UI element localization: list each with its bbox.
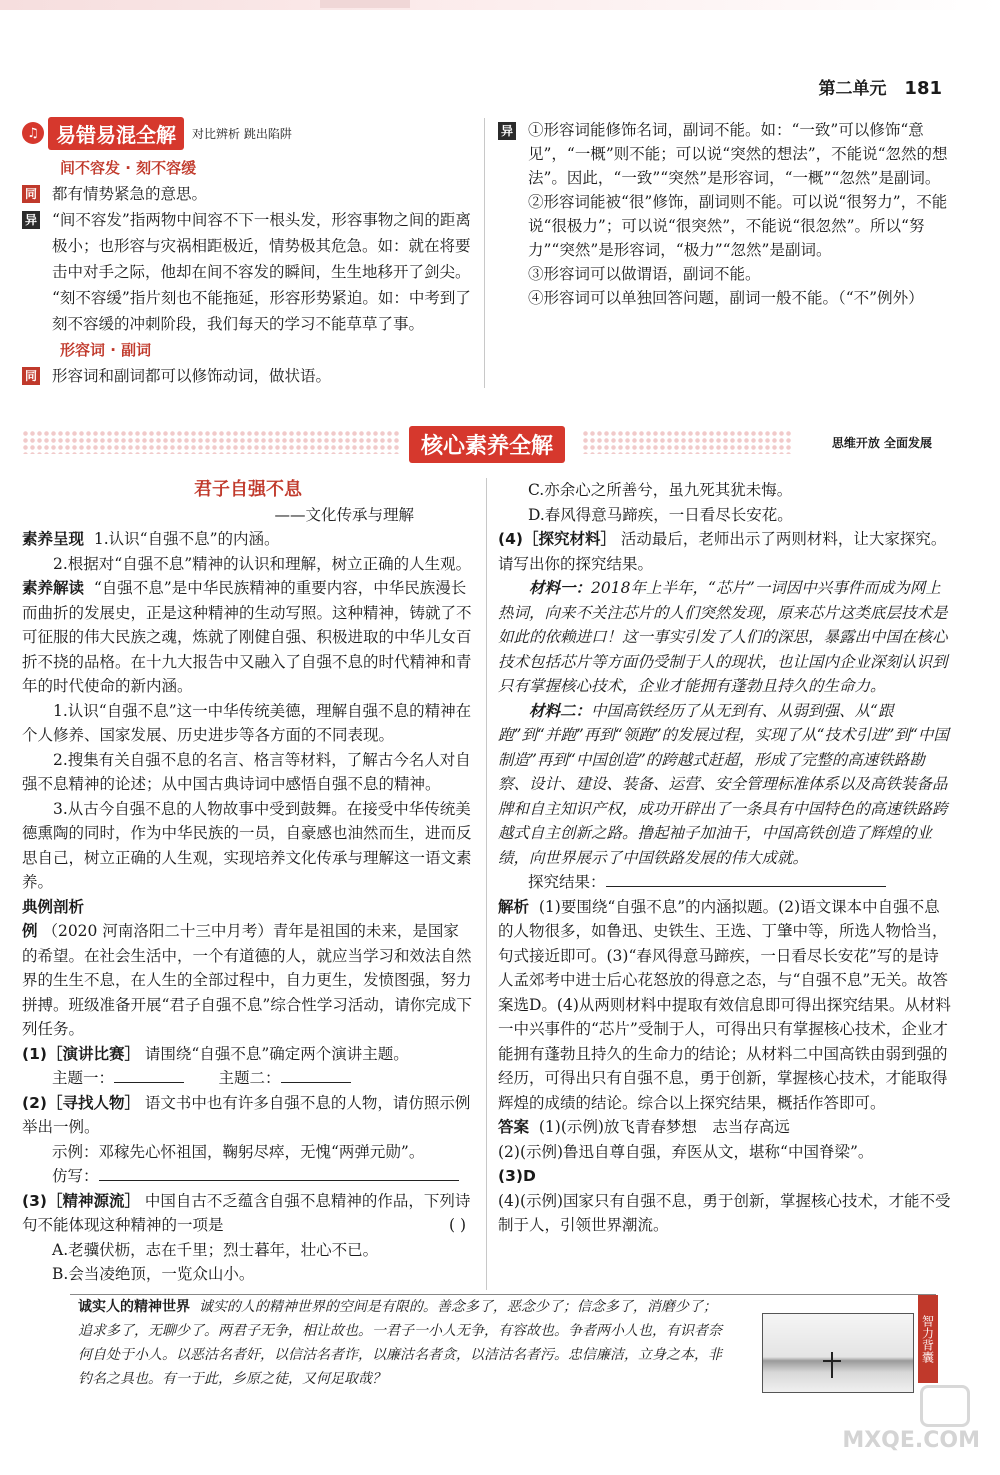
q1-row — [22, 1042, 474, 1067]
point-item: 2.搜集有关自强不息的名言、格言等材料，了解古今名人对自强不息精神的论述；从中国古典诗词中感悟自强不息的精神。 — [22, 750, 471, 793]
result-blank[interactable] — [606, 872, 886, 887]
confusion-banner — [22, 118, 292, 148]
present-row — [22, 527, 474, 552]
analysis-label: 解析 — [498, 897, 530, 916]
q2-row — [22, 1091, 474, 1140]
q4-label: (4)［探究材料］ — [498, 530, 616, 548]
topic-one-label: 主题一： — [52, 1069, 115, 1087]
article-right-column — [498, 478, 953, 1238]
q3-option: B.会当凌绝顶，一览众山小。 — [52, 1265, 255, 1283]
q4-row — [498, 527, 953, 576]
analysis-text: (1)要围绕“自强不息”的内涵拟题。(2)语文课本中自强不息的人物很多，如鲁迅、史铁生、王选、丁肇中等，所选人物恰当，句式接近即可。(3)“春风得意马蹄疾，一日看尽长安花”写的是诗人孟郊考中进士后心花怒放的得意之态，与“自强不息”无关。故答案选D。(4)从两则材料中提取有效信息即可得出探究结果。从材料一中兴事件的“芯片”受制于人，可得出只有掌握核心技术，企业才能拥有蓬勃且持久的生命力的结论；从材料二中国高铁由弱到强的经历，可得出只有自强不息，勇于创新，掌握核心技术，才能取得辉煌的成绩的结论。综合以上探究结果，概括作答即可。 — [498, 897, 951, 1112]
bottom-body: 诚实的人的精神世界的空间是有限的。善念多了，恶念少了；信念多了，消磨少了；追求多了，无聊少了。两君子无争，相让故也。一君子一小人无争，有容故也。争者两小人也，有识者奈何自处于小人。以恶沽名者奸，以信沽名者诈，以廉沽名者贪，以洁沽名者污。忠信廉洁，立身之本，非钓名之具也。有一于此，乡原之徒，又何足取哉？ — [78, 1299, 722, 1387]
same-text: 都有情势紧急的意思。 — [52, 185, 208, 203]
result-row — [498, 870, 953, 895]
material-one — [498, 576, 953, 699]
interp-text: “自强不息”是中华民族精神的重要内容，中华民族漫长而曲折的发展史，正是这种精神的生动写照。这种精神，铸就了不可征服的伟大民族之魂，炼就了刚健自强、积极进取的中华儿女百折不挠的品格。在十九大报告中又融入了自强不息的时代精神和青年的时代使命的新内涵。 — [22, 579, 472, 695]
example-row — [22, 919, 474, 1042]
diff-item: ③形容词可以做谓语，副词不能。 — [528, 265, 761, 283]
q3-row — [22, 1189, 474, 1238]
column-divider — [486, 478, 487, 1290]
present-item: 1.认识“自强不息”的内涵。 — [93, 530, 280, 548]
confusion-left — [22, 155, 480, 389]
point-item: 1.认识“自强不息”这一中华传统美德，理解自强不息的精神在个人修养、国家发展、历史进步等各方面的不同表现。 — [22, 701, 472, 744]
diff-text-2: “刻不容缓”指片刻也不能拖延，形容形势紧迫。如：中考到了刻不容缓的冲刺阶段，我们每天的学习不能草草了事。 — [52, 289, 471, 333]
topic-two-blank[interactable] — [281, 1068, 351, 1083]
q2-label: (2)［寻找人物］ — [22, 1093, 140, 1112]
q1-text: 请围绕“自强不息”确定两个演讲主题。 — [144, 1044, 409, 1063]
watermark-icon — [920, 1385, 970, 1427]
column-divider-top — [484, 118, 485, 388]
landscape-image — [762, 1313, 914, 1393]
q4-text: 活动最后，老师出示了两则材料，让大家探究。请写出你的探究结果。 — [498, 530, 947, 573]
material-two — [498, 699, 953, 871]
article-subtitle: ——文化传承与理解 — [274, 505, 414, 524]
present-label: 素养呈现 — [22, 530, 85, 548]
bottom-text — [78, 1295, 728, 1391]
diff-tag-2: 异 — [498, 122, 516, 140]
material-one-text: 2018年上半年，“芯片”一词因中兴事件而成为网上热词，向来不关注芯片的人们突然发现，原来芯片这类底层技术是如此的依赖进口！这一事实引发了人们的深思，暴露出中国在核心技术包括芯片等方面仍受制于人的现状，也让国内企业深刻认识到只有掌握核心技术，企业才能拥有蓬勃且持久的生命力。 — [498, 579, 948, 695]
q3-option: C.亦余心之所善兮，虽九死其犹未悔。 — [528, 481, 793, 499]
q2-imitate-blank[interactable] — [99, 1166, 459, 1181]
diff-item: ①形容词能修饰名词，副词不能。如：“一致”可以修饰“意见”，“一概”则不能；可以说“突然的想法”，不能说“忽然的想法”。因此，“一致”“突然”是形容词，“一概”“忽然”是副词。 — [528, 121, 948, 187]
q1-label: (1)［演讲比赛］ — [22, 1044, 140, 1063]
top-notch — [320, 0, 410, 8]
material-two-text: 中国高铁经历了从无到有、从弱到强、从“跟跑”到“并跑”再到“领跑”的发展过程，实现了从“技术引进”到“中国制造”再到“中国创造”的跨越式赶超，形成了完整的高速铁路勘察、设计、建设、装备、运营、安全管理标准体系以及高铁装备品牌和自主知识产权，成功开辟出了一条具有中国特色的高速铁路跨越式自主创新之路。撸起袖子加油干，中国高铁创造了辉煌的业绩，向世界展示了中国铁路发展的伟大成就。 — [498, 701, 949, 867]
example-text: 青年是祖国的未来，是国家的希望。在社会生活中，一个有道德的人，就应当学习和效法自然界的生生不息，在人生的全部过程中，自力更生，发愤图强，努力拼搏。班级准备开展“君子自强不息”综合性学习活动，请你完成下列任务。 — [22, 922, 472, 1038]
example-label: 例 — [22, 922, 38, 940]
analysis-row — [498, 895, 953, 1116]
example-source: （2020 河南洛阳二十三中月考） — [42, 922, 273, 940]
article-left-column — [22, 478, 474, 1287]
bottom-title: 诚实人的精神世界 — [78, 1299, 190, 1315]
diff-row-2 — [498, 118, 953, 310]
q1-topics — [22, 1066, 474, 1091]
diff-item: ②形容词能被“很”修饰，副词则不能。可以说“很努力”，不能说“很极力”；可以说“很突然”，不能说“很忽然”。所以“努力”“突然”是形容词，“极力”“忽然”是副词。 — [528, 193, 948, 259]
term-heading-2: 形容词 · 副词 — [60, 341, 152, 359]
section-subtitle: 思维开放 全面发展 — [831, 436, 932, 450]
page-number: 181 — [904, 78, 942, 99]
image-figure-arm — [823, 1360, 841, 1362]
diff-tag: 异 — [22, 211, 40, 229]
q2-text: 语文书中也有许多自强不息的人物，请仿照示例举出一例。 — [22, 1093, 471, 1136]
diff-list — [528, 118, 953, 310]
q3-text: 中国自古不乏蕴含自强不息精神的作品，下列诗句不能体现这种精神的一项是 — [22, 1191, 471, 1234]
article-title: 君子自强不息 — [194, 479, 302, 500]
q2-example: 示例：邓稼先心怀祖国，鞠躬尽瘁，无愧“两弹元勋”。 — [52, 1142, 425, 1161]
present-item: 2.根据对“自强不息”精神的认识和理解，树立正确的人生观。 — [53, 554, 472, 573]
bottom-reading-box — [70, 1294, 936, 1395]
point-item: 3.从古今自强不息的人物故事中受到鼓舞。在接受中华传统美德熏陶的同时，作为中华民族的一员，自豪感也油然而生，进而反思自己，树立正确的人生观，实现培养文化传承与理解这一语文素养。 — [22, 799, 472, 891]
banner-dots-left — [22, 430, 400, 454]
top-decoration — [0, 0, 1000, 10]
interp-label: 素养解读 — [22, 579, 85, 597]
q3-option: D.春风得意马蹄疾，一日看尽长安花。 — [528, 505, 793, 524]
answer-item: (1)(示例)放飞青春梦想 志当存高远 — [538, 1118, 790, 1136]
same-tag: 同 — [22, 185, 40, 203]
result-label: 探究结果： — [528, 873, 606, 891]
answer-label: 答案 — [498, 1118, 530, 1136]
q3-option: A.老骥伏枥，志在千里；烈士暮年，壮心不已。 — [52, 1240, 379, 1259]
same-tag-2: 同 — [22, 367, 40, 385]
answer-item: (2)(示例)鲁迅自尊自强，弃医从文，堪称“中国脊梁”。 — [498, 1142, 874, 1161]
answer-item: (3)D — [498, 1167, 536, 1185]
page-header — [819, 74, 943, 99]
term-heading: 间不容发 · 刻不容缓 — [60, 159, 197, 177]
topic-one-blank[interactable] — [114, 1068, 184, 1083]
diff-row — [22, 207, 480, 285]
q2-imitate-label: 仿写： — [52, 1167, 99, 1185]
material-two-label: 材料二： — [529, 701, 592, 720]
banner-dots-right — [582, 430, 792, 454]
confusion-title: 易错易混全解 — [48, 117, 184, 150]
answer-row — [498, 1115, 953, 1140]
answer-item: (4)(示例)国家只有自强不息，勇于创新，掌握核心技术，才能不受制于人，引领世界潮流。 — [498, 1191, 951, 1234]
interp-row — [22, 576, 474, 699]
same-row — [22, 181, 480, 207]
image-figure — [831, 1352, 833, 1378]
q3-label: (3)［精神源流］ — [22, 1191, 140, 1210]
example-heading: 典例剖析 — [22, 897, 85, 916]
same-row-2 — [22, 363, 480, 389]
confusion-right — [498, 118, 953, 310]
topic-two-label: 主题二： — [218, 1069, 281, 1087]
side-tab: 智力背囊 — [918, 1295, 938, 1383]
material-one-label: 材料一： — [529, 579, 592, 597]
same-text-2: 形容词和副词都可以修饰动词，做状语。 — [52, 367, 332, 385]
diff-item: ④形容词可以单独回答问题，副词一般不能。（“不”例外） — [528, 289, 924, 307]
section-title: 核心素养全解 — [409, 426, 565, 463]
section-banner — [22, 422, 978, 462]
q2-imitate-row — [22, 1164, 474, 1189]
unit-label: 第二单元 — [818, 79, 887, 99]
q3-answer-paren[interactable]: ( ) — [448, 1216, 466, 1234]
speaker-icon: ♫ — [22, 122, 44, 144]
confusion-subtitle: 对比辨析 跳出陷阱 — [192, 126, 292, 141]
watermark: MXQE.COM — [842, 1428, 980, 1453]
diff-text: “间不容发”指两物中间容不下一根头发，形容事物之间的距离极小；也形容与灾祸相距极近，情势极其危急。如：就在将要击中对手之际，他却在间不容发的瞬间，生生地移开了剑尖。 — [52, 211, 471, 281]
